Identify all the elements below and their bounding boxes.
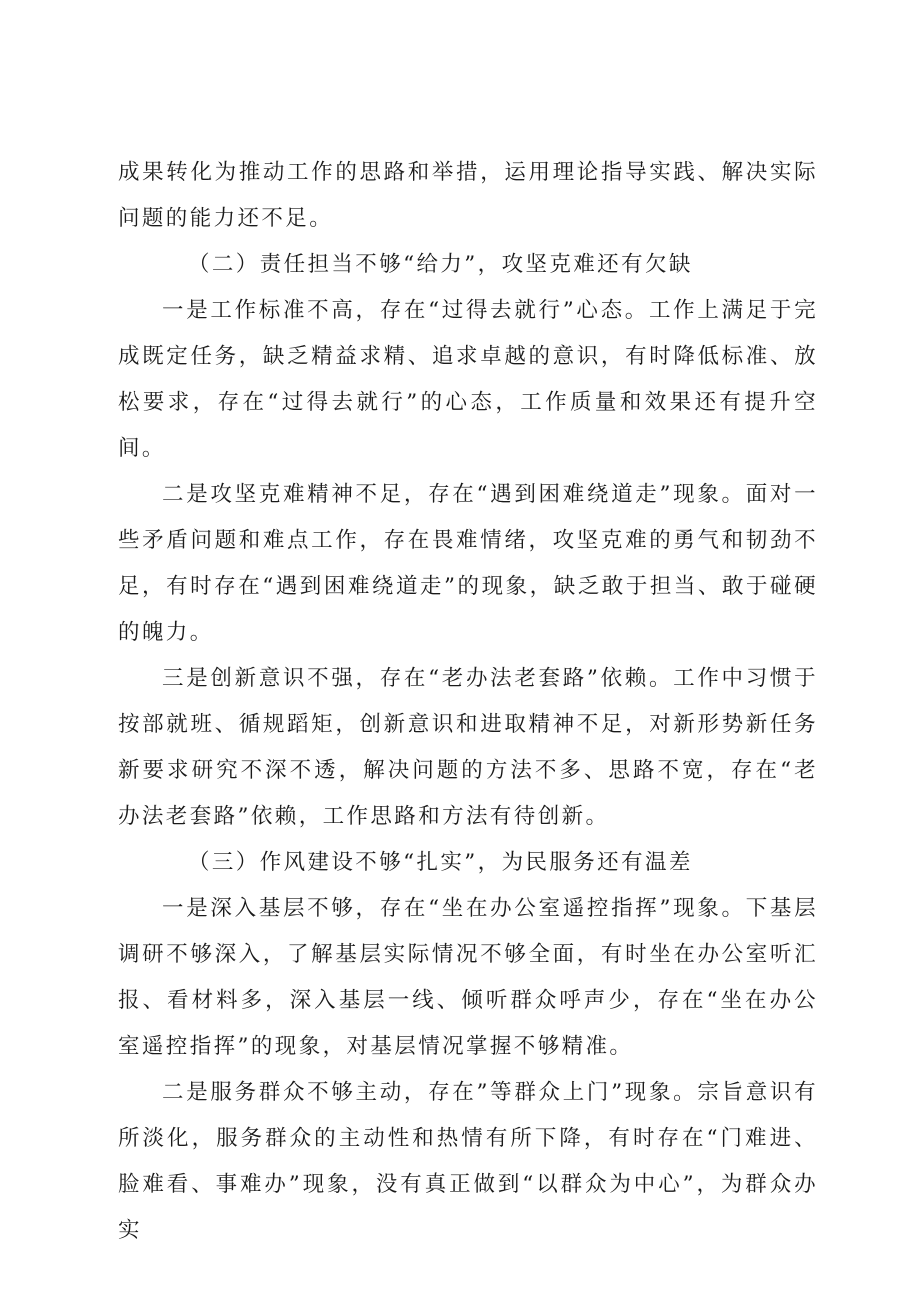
document-body <box>118 150 818 1254</box>
paragraph-grassroots: 一是深入基层不够，存在“坐在办公室遥控指挥”现象。下基层调研不够深入，了解基层实际情况不够全面，有时坐在办公室听汇报、看材料多，深入基层一线、倾听群众呼声少，存在“坐在办公室遥控指挥”的现象，对基层情况掌握不够精准。 <box>118 896 818 1059</box>
section-heading-2: （二）责任担当不够“给力”，攻坚克难还有欠缺 <box>188 252 693 277</box>
paragraph-service: 二是服务群众不够主动，存在”等群众上门”现象。宗旨意识有所淡化，服务群众的主动性和热情有所下降，有时存在“门难进、脸难看、事难办”现象，没有真正做到“以群众为中心”，为群众办实 <box>118 1080 818 1243</box>
paragraph-continued: 成果转化为推动工作的思路和举措，运用理论指导实践、解决实际问题的能力还不足。 <box>118 160 818 231</box>
paragraph-standards: 一是工作标准不高，存在“过得去就行”心态。工作上满足于完成既定任务，缺乏精益求精、追求卓越的意识，有时降低标准、放松要求，存在“过得去就行”的心态，工作质量和效果还有提升空间。 <box>118 298 818 461</box>
section-heading-3: （三）作风建设不够“扎实”，为民服务还有温差 <box>188 850 693 875</box>
paragraph-difficulties: 二是攻坚克难精神不足，存在“遇到困难绕道走”现象。面对一些矛盾问题和难点工作，存在畏难情绪，攻坚克难的勇气和韧劲不足，有时存在“遇到困难绕道走”的现象，缺乏敢于担当、敢于碰硬的魄力。 <box>118 482 818 645</box>
paragraph-innovation: 三是创新意识不强，存在“老办法老套路”依赖。工作中习惯于按部就班、循规蹈矩，创新意识和进取精神不足，对新形势新任务新要求研究不深不透，解决问题的方法不多、思路不宽，存在“老办法老套路”依赖，工作思路和方法有待创新。 <box>118 666 818 829</box>
